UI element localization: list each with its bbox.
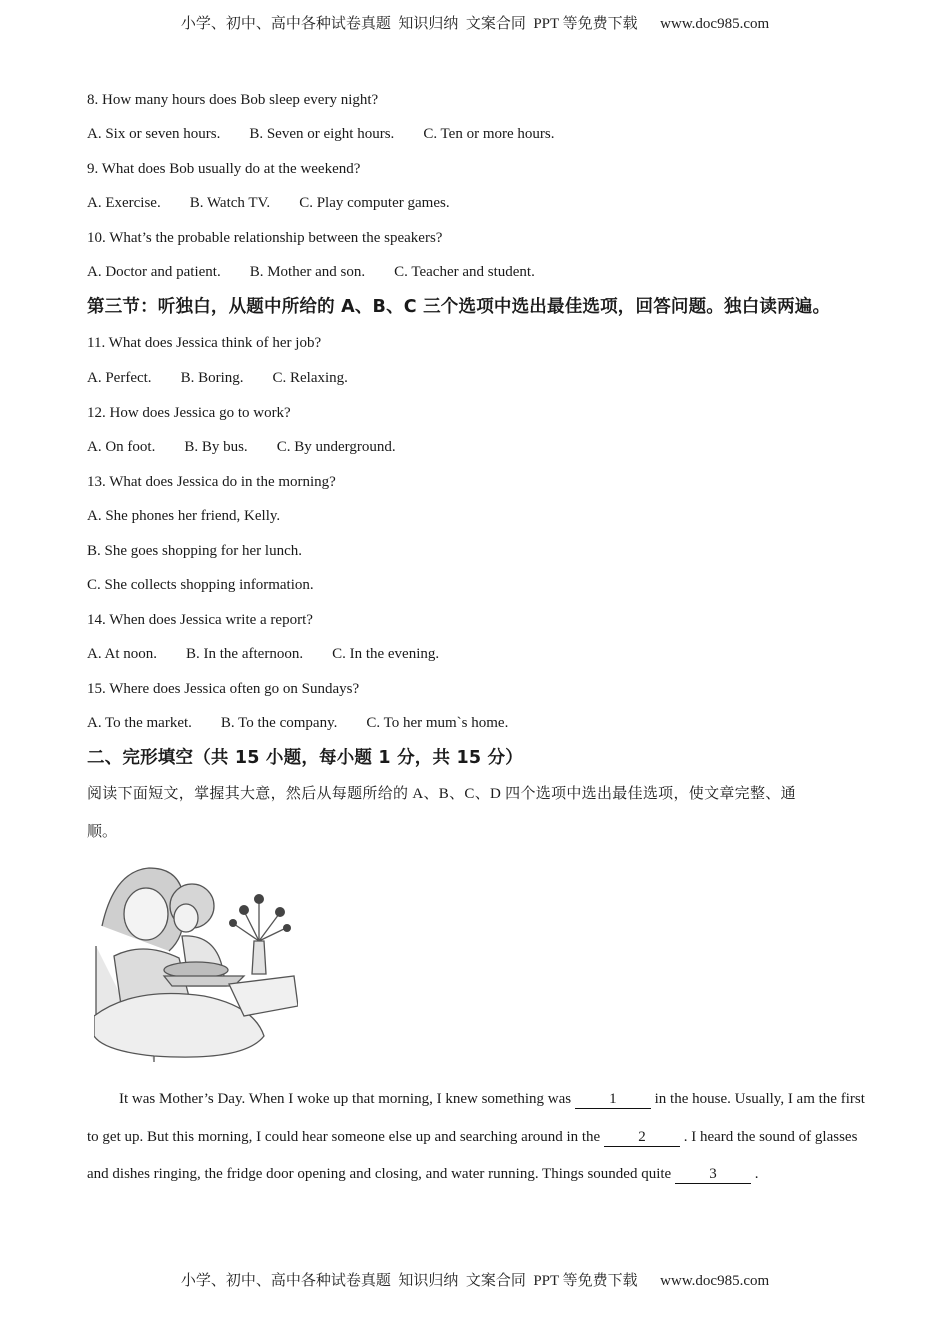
option-15b: B. To the company.: [220, 715, 338, 731]
option-11b: B. Boring.: [180, 370, 244, 386]
option-8b: B. Seven or eight hours.: [249, 126, 395, 142]
options-15: [87, 713, 508, 733]
options-11: [87, 368, 348, 388]
blank-2[interactable]: 2: [604, 1128, 680, 1147]
option-12b: B. By bus.: [184, 439, 248, 455]
question-14: 14. When does Jessica write a report?: [87, 612, 313, 628]
option-14b: B. In the afternoon.: [186, 646, 304, 662]
mothers-day-illustration: [94, 866, 298, 1062]
instructions-line-2: 顺。: [87, 824, 118, 840]
option-12c: C. By underground.: [276, 439, 396, 455]
question-9: 9. What does Bob usually do at the weekend?: [87, 161, 361, 177]
passage-part-4: .: [750, 1166, 759, 1182]
cloze-passage: [87, 1081, 867, 1194]
option-15c: C. To her mum`s home.: [366, 715, 509, 731]
options-10: [87, 262, 535, 282]
question-15: 15. Where does Jessica often go on Sundays?: [87, 681, 360, 697]
question-13: 13. What does Jessica do in the morning?: [87, 474, 336, 490]
section-3-title: 第三节：听独白，从题中所给的 A、B、C 三个选项中选出最佳选项，回答问题。独白读两遍。: [87, 297, 831, 317]
question-10: 10. What’s the probable relationship between the speakers?: [87, 230, 443, 246]
option-11a: A. Perfect.: [87, 370, 152, 386]
option-15a: A. To the market.: [87, 715, 192, 731]
blank-1[interactable]: 1: [575, 1090, 651, 1109]
question-11: 11. What does Jessica think of her job?: [87, 335, 322, 351]
passage-part-3: . I heard the sound of glasses and dishes ringing, the fridge door opening and closing, and water running. Things sounded quite: [87, 1128, 858, 1182]
option-10a: A. Doctor and patient.: [87, 264, 221, 280]
passage-part-2: in the house. Usually, I am the first to get up. But this morning, I could hear someone else up and searching around in the: [87, 1091, 865, 1145]
option-13b: B. She goes shopping for her lunch.: [87, 543, 302, 559]
option-12a: A. On foot.: [87, 439, 156, 455]
passage-part-1: It was Mother’s Day. When I woke up that morning, I knew something was: [119, 1091, 575, 1107]
part-2-title: 二、完形填空（共 15 小题，每小题 1 分，共 15 分）: [87, 748, 523, 768]
option-13c: C. She collects shopping information.: [87, 577, 314, 593]
option-8a: A. Six or seven hours.: [87, 126, 221, 142]
page-footer: 小学、初中、高中各种试卷真题 知识归纳 文案合同 PPT 等免费下载 www.doc985.com: [180, 1273, 770, 1289]
options-8: [87, 124, 554, 144]
blank-3[interactable]: 3: [675, 1165, 751, 1184]
options-14: [87, 644, 439, 664]
question-8: 8. How many hours does Bob sleep every night?: [87, 92, 379, 108]
option-14a: A. At noon.: [87, 646, 158, 662]
option-14c: C. In the evening.: [332, 646, 440, 662]
option-10b: B. Mother and son.: [249, 264, 366, 280]
option-11c: C. Relaxing.: [272, 370, 348, 386]
option-9a: A. Exercise.: [87, 195, 161, 211]
instructions-line-1: 阅读下面短文，掌握其大意，然后从每题所给的 A、B、C、D 四个选项中选出最佳选项，使文章完整、通: [87, 786, 796, 802]
option-9b: B. Watch TV.: [189, 195, 271, 211]
options-9: [87, 193, 450, 213]
option-9c: C. Play computer games.: [299, 195, 450, 211]
option-10c: C. Teacher and student.: [394, 264, 535, 280]
options-12: [87, 437, 396, 457]
page-header: 小学、初中、高中各种试卷真题 知识归纳 文案合同 PPT 等免费下载 www.doc985.com: [180, 16, 770, 32]
option-8c: C. Ten or more hours.: [423, 126, 555, 142]
question-12: 12. How does Jessica go to work?: [87, 405, 291, 421]
option-13a: A. She phones her friend, Kelly.: [87, 508, 281, 524]
